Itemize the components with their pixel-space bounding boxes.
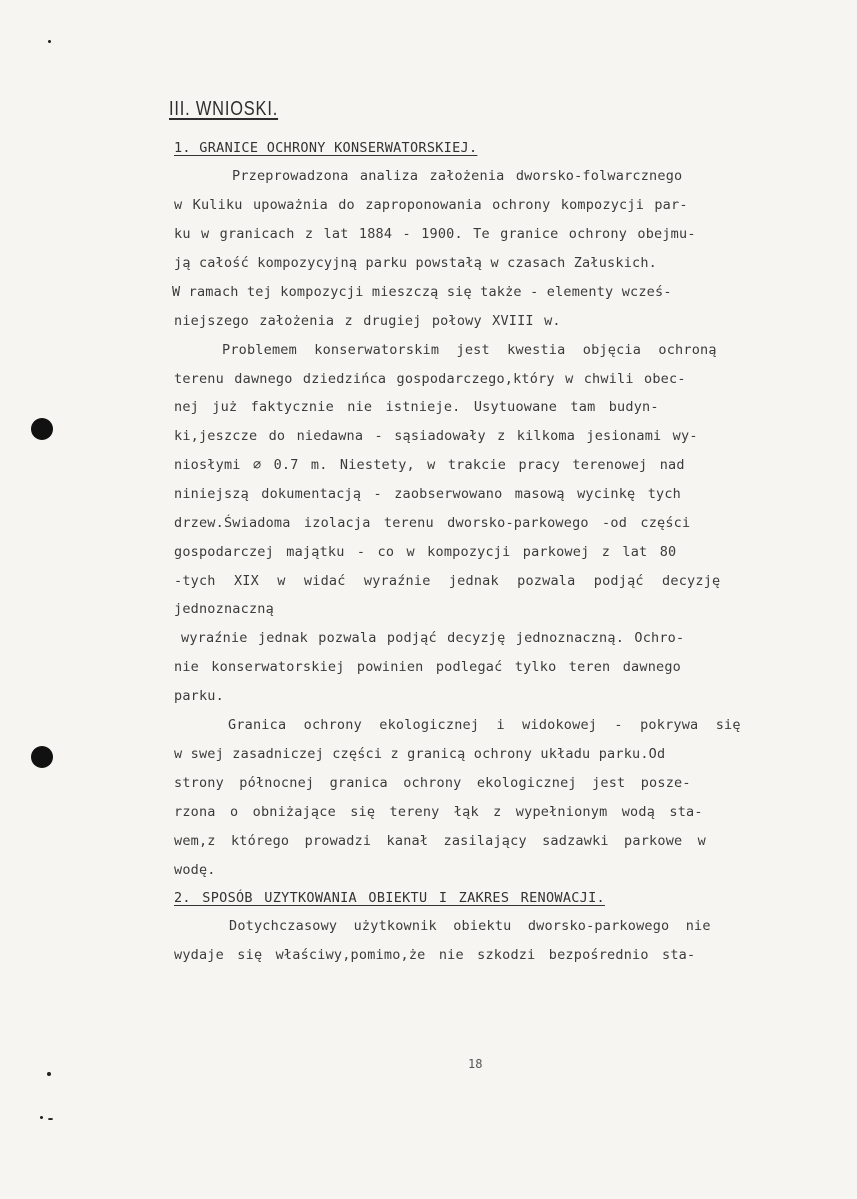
text-line: W ramach tej kompozycji mieszczą się także - elementy wcześ-	[172, 284, 672, 300]
text-line: Granica ochrony ekologicznej i widokowej - pokrywa się	[228, 717, 741, 733]
text-line: drzew.Świadoma izolacja terenu dworsko-parkowego -od części	[174, 515, 691, 531]
text-line: rzona o obniżające się tereny łąk z wypełnionym wodą sta-	[174, 804, 703, 820]
text-line: ją całość kompozycyjną parku powstałą w czasach Załuskich.	[174, 255, 658, 271]
text-line: Przeprowadzona analiza założenia dworsko-folwarcznego	[232, 168, 683, 184]
punch-hole	[31, 418, 53, 440]
text-line: niejszego założenia z drugiej połowy XVIII w.	[174, 313, 561, 329]
text-line: Dotychczasowy użytkownik obiektu dworsko-parkowego nie	[229, 918, 711, 934]
text-line: wodę.	[174, 862, 216, 878]
text-line: terenu dawnego dziedzińca gospodarczego,który w chwili obec-	[174, 371, 686, 387]
text-line: niniejszą dokumentacją - zaobserwowano masową wycinkę tych	[174, 486, 682, 502]
section-heading: 1. GRANICE OCHRONY KONSERWATORSKIEJ.	[174, 140, 478, 156]
section-heading: 2. SPOSÓB UZYTKOWANIA OBIEKTU I ZAKRES RENOWACJI.	[174, 890, 605, 906]
punch-hole	[31, 746, 53, 768]
text-line: w Kuliku upoważnia do zaproponowania ochrony kompozycji par-	[174, 197, 688, 213]
text-line: w swej zasadniczej części z granicą ochrony układu parku.Od	[174, 746, 666, 762]
scan-speck	[48, 40, 51, 43]
text-line: Problemem konserwatorskim jest kwestia objęcia ochroną	[222, 342, 717, 358]
text-line: -tych XIX w widać wyraźnie jednak pozwala podjąć decyzję	[174, 573, 721, 589]
text-line: parku.	[174, 688, 224, 704]
scan-speck	[48, 1118, 53, 1120]
scan-speck	[47, 1072, 51, 1076]
text-line: niosłymi ∅ 0.7 m. Niestety, w trakcie pracy terenowej nad	[174, 457, 685, 473]
text-line: ku w granicach z lat 1884 - 1900. Te granice ochrony obejmu-	[174, 226, 696, 242]
scan-speck	[40, 1116, 43, 1119]
text-line: jednoznaczną	[174, 601, 274, 617]
text-line: wydaje się właściwy,pomimo,że nie szkodzi bezpośrednio sta-	[174, 947, 696, 963]
text-line: nie konserwatorskiej powinien podlegać tylko teren dawnego	[174, 659, 682, 675]
chapter-heading: III. WNIOSKI.	[169, 98, 279, 120]
text-line: gospodarczej majątku - co w kompozycji parkowej z lat 80	[174, 544, 677, 560]
text-line: wem,z którego prowadzi kanał zasilający sadzawki parkowe w	[174, 833, 707, 849]
text-line: nej już faktycznie nie istnieje. Usytuowane tam budyn-	[174, 399, 659, 415]
text-line: wyraźnie jednak pozwala podjąć decyzję jednoznaczną. Ochro-	[181, 630, 685, 646]
page-number: 18	[468, 1057, 483, 1071]
text-line: strony północnej granica ochrony ekologicznej jest posze-	[174, 775, 691, 791]
text-line: ki,jeszcze do niedawna - sąsiadowały z kilkoma jesionami wy-	[174, 428, 698, 444]
